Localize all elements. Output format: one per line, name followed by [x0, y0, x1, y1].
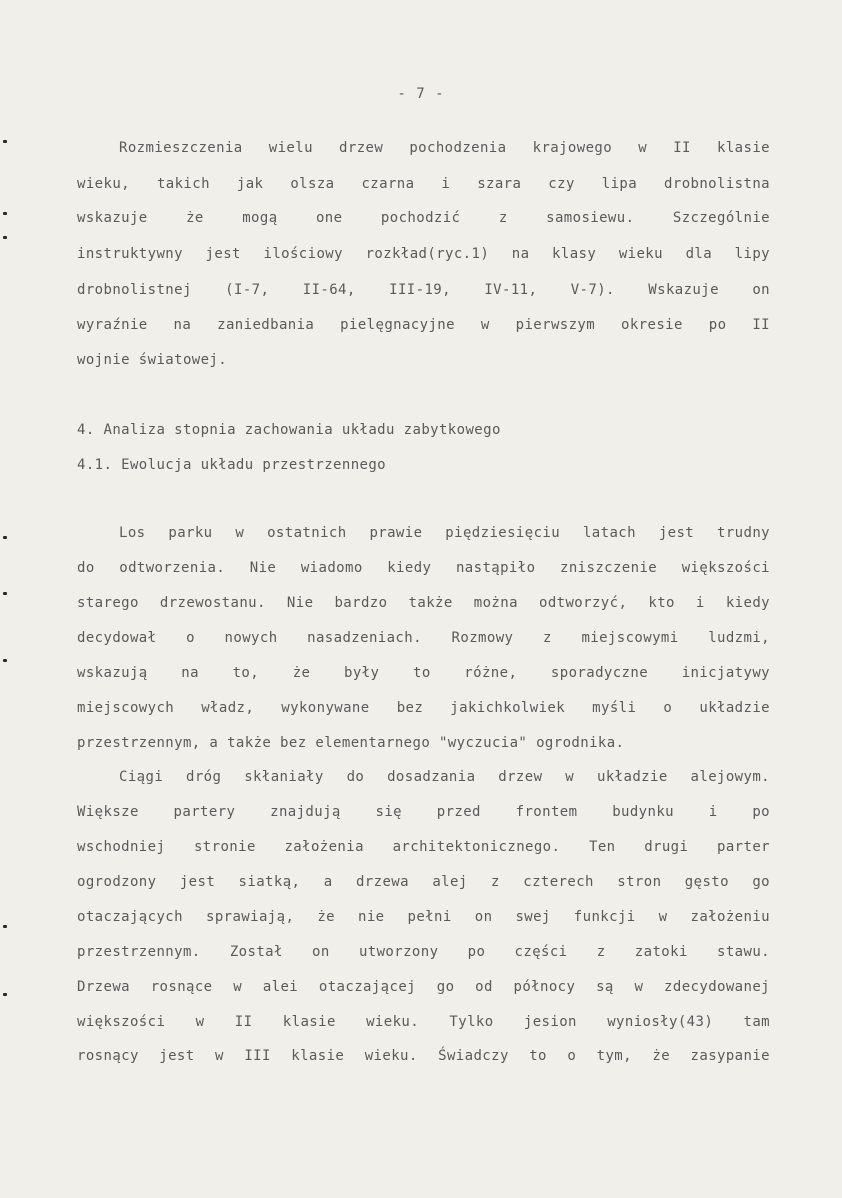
paragraph-line: wojnie światowej.	[77, 352, 228, 368]
binder-hole-mark	[3, 536, 7, 539]
binder-hole-mark	[3, 659, 7, 662]
paragraph-line: wskazuje że mogą one pochodzić z samosiewu. Szczególnie	[77, 210, 770, 226]
paragraph-line: większości w II klasie wieku. Tylko jesion wyniosły(43) tam	[77, 1014, 770, 1030]
binder-hole-mark	[3, 236, 7, 239]
paragraph-line: Ciągi dróg skłaniały do dosadzania drzew w układzie alejowym.	[119, 769, 770, 785]
paragraph-line: drobnolistnej (I-7, II-64, III-19, IV-11, V-7). Wskazuje on	[77, 282, 770, 298]
paragraph-line: Los parku w ostatnich prawie piędziesięciu latach jest trudny	[119, 525, 770, 541]
paragraph-line: otaczających sprawiają, że nie pełni on swej funkcji w założeniu	[77, 909, 770, 925]
paragraph-line: miejscowych władz, wykonywane bez jakichkolwiek myśli o układzie	[77, 700, 770, 716]
paragraph-line: do odtworzenia. Nie wiadomo kiedy nastąpiło zniszczenie większości	[77, 560, 770, 576]
paragraph-line: wyraźnie na zaniedbania pielęgnacyjne w pierwszym okresie po II	[77, 317, 770, 333]
paragraph-line: instruktywny jest ilościowy rozkład(ryc.1) na klasy wieku dla lipy	[77, 246, 770, 262]
paragraph-line: rosnący jest w III klasie wieku. Świadczy to o tym, że zasypanie	[77, 1048, 770, 1064]
paragraph-line: Drzewa rosnące w alei otaczającej go od północy są w zdecydowanej	[77, 979, 770, 995]
paragraph-line: przestrzennym. Został on utworzony po części z zatoki stawu.	[77, 944, 770, 960]
paragraph-line: Większe partery znajdują się przed frontem budynku i po	[77, 804, 770, 820]
binder-hole-mark	[3, 925, 7, 928]
paragraph-line: wschodniej stronie założenia architektonicznego. Ten drugi parter	[77, 839, 770, 855]
page-number: - 7 -	[397, 86, 445, 102]
binder-hole-mark	[3, 592, 7, 595]
paragraph-line: wieku, takich jak olsza czarna i szara czy lipa drobnolistna	[77, 176, 770, 192]
paragraph-line: przestrzennym, a także bez elementarnego "wyczucia" ogrodnika.	[77, 735, 625, 751]
paragraph-line: wskazują na to, że były to różne, sporadyczne inicjatywy	[77, 665, 770, 681]
subsection-heading: 4.1. Ewolucja układu przestrzennego	[77, 457, 387, 473]
paragraph-line: ogrodzony jest siatką, a drzewa alej z czterech stron gęsto go	[77, 874, 770, 890]
binder-hole-mark	[3, 993, 7, 996]
binder-hole-mark	[3, 212, 7, 215]
paragraph-line: Rozmieszczenia wielu drzew pochodzenia krajowego w II klasie	[119, 140, 770, 156]
paragraph-line: decydował o nowych nasadzeniach. Rozmowy z miejscowymi ludzmi,	[77, 630, 770, 646]
binder-hole-mark	[3, 140, 7, 143]
paragraph-line: starego drzewostanu. Nie bardzo także można odtworzyć, kto i kiedy	[77, 595, 770, 611]
section-heading: 4. Analiza stopnia zachowania układu zabytkowego	[77, 422, 501, 438]
